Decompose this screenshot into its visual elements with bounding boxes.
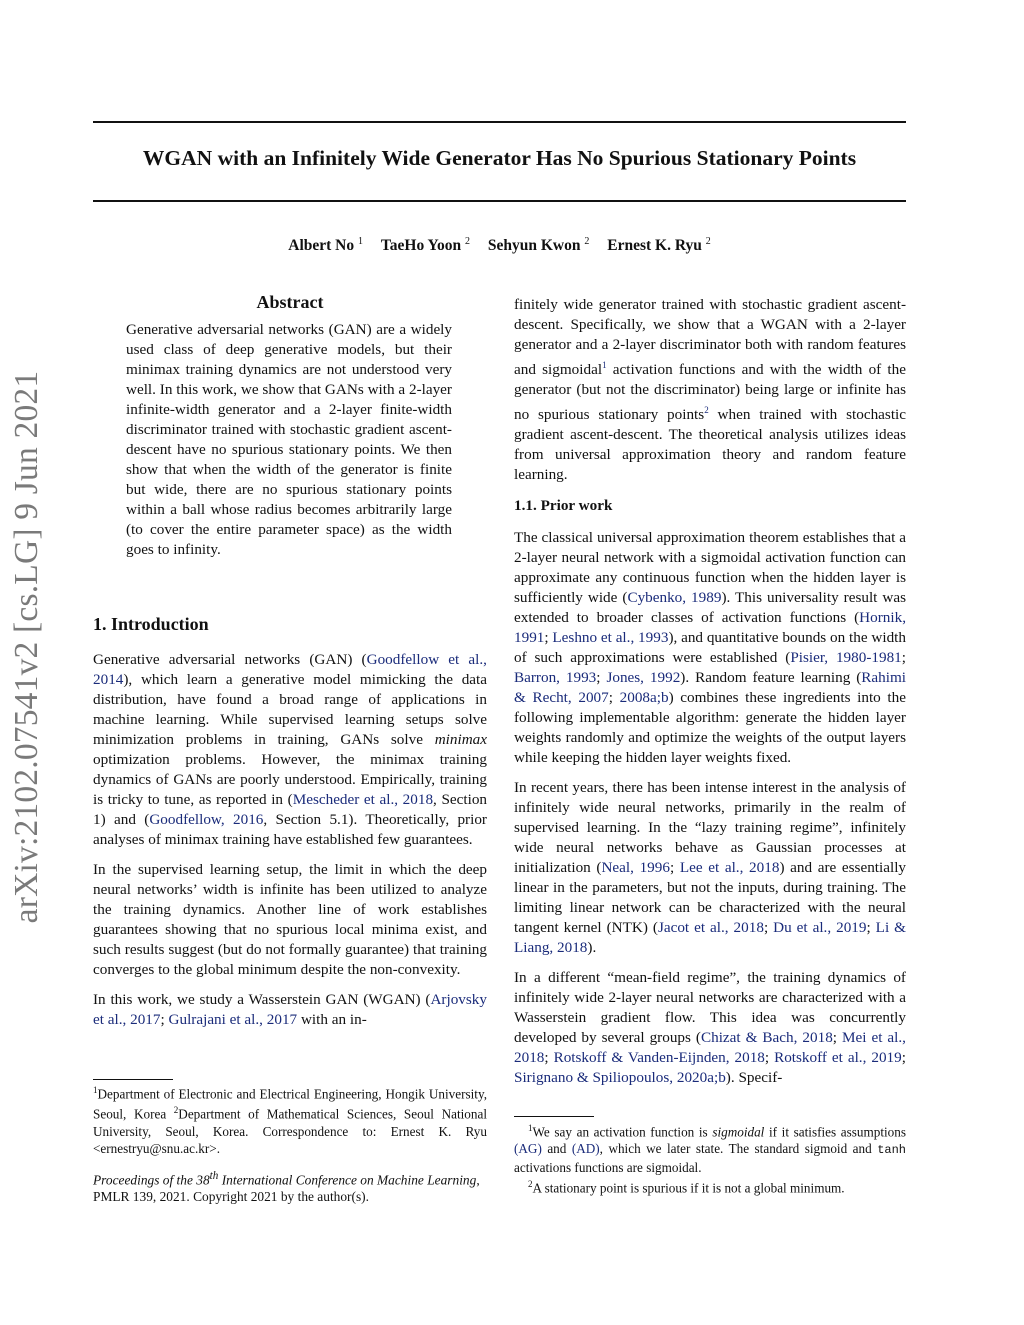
author-affiliation: 1 xyxy=(358,236,363,247)
footnotes xyxy=(514,1120,906,1197)
citation-link[interactable]: Du et al., 2019 xyxy=(773,919,867,936)
citation-link[interactable]: Arjovsky et al., 2017 xyxy=(93,991,487,1028)
abstract-text: Generative adversarial networks (GAN) are a widely used class of deep generative models, but their minimax training dynamics are not understood very well. In this work, we show that GANs with a 2-layer infinite-width generator and a 2-layer finite-width discriminator trained with stochastic gradient ascent-descent have no spurious stationary points. We then show that when the width of the generator is finite but wide, there are no spurious stationary points within a ball whose radius becomes arbitrarily large (to cover the entire parameter space) as the width goes to infinity. xyxy=(126,321,452,558)
subsection-heading-prior-work: 1.1. Prior work xyxy=(514,497,613,514)
citation-link[interactable]: Neal, 1996 xyxy=(601,859,670,876)
author-name: Ernest K. Ryu xyxy=(607,237,702,255)
citation-link[interactable]: Rotskoff & Vanden-Eijnden, 2018 xyxy=(553,1049,765,1066)
citation-link[interactable]: (AD) xyxy=(571,1141,600,1157)
proceedings-note: Proceedings of the 38th International Conference on Machine Learning, PMLR 139, 2021. Copyright 2021 by the author(s). xyxy=(93,1170,480,1205)
footnote-rule xyxy=(514,1116,594,1117)
intro-paragraph-2: In the supervised learning setup, the limit in which the deep neural networks’ width is infinite has been utilized to analyze the training dynamics. Another line of work establishes guarantees showing that no spurious local minima exist, and such results suggest (but do not formally guarantee) that training converges to the global minimum despite the non-convexity. xyxy=(93,861,487,978)
footnote-1: $^1$We say an activation function is sigmoidal if it satisfies assumptions (AG) and (AD), which we later state. The standard sigmoid and tanh activations functions are sigmoidal. xyxy=(514,1123,906,1176)
footnote-ref-2[interactable]: 2 xyxy=(704,405,709,416)
citation-link[interactable]: Mei et al., 2018 xyxy=(514,1029,906,1066)
citation-link[interactable]: Mescheder et al., 2018 xyxy=(292,791,434,808)
right-column-body xyxy=(514,528,906,1088)
right-column-body-top xyxy=(514,295,906,495)
abstract-heading: Abstract xyxy=(256,292,324,312)
prior-work-paragraph-2: In recent years, there has been intense interest in the analysis of infinitely wide neural networks, primarily in the realm of supervised learning. In the “lazy training regime”, infinitely wide neural networks behave as Gaussian processes at initialization (Neal, 1996; Lee et al., 2018) and are essentially linear in the parameters, but not the inputs, during training. The limiting linear network can be characterized with the neural tangent kernel (NTK) (Jacot et al., 2018; Du et al., 2019; Li & Liang, 2018). xyxy=(514,779,907,956)
prior-work-paragraph-1: The classical universal approximation theorem establishes that a 2-layer neural network with a sigmoidal activation function can approximate any continuous function when the hidden layer is sufficiently wide (Cybenko, 1989). This universality result was extended to broader classes of activation functions (Hornik, 1991; Leshno et al., 1993), and quantitative bounds on the width of such approximations were established (Pisier, 1980-1981; Barron, 1993; Jones, 1992). Random feature learning (Rahimi & Recht, 2007; 2008a;b) combines these ingredients into the following implementable algorithm: generate the hidden layer weights randomly and optimize the weights of the output layers while keeping the hidden layer weights fixed. xyxy=(514,529,907,766)
paper-title: WGAN with an Infinitely Wide Generator Has No Spurious Stationary Points xyxy=(142,146,857,170)
author xyxy=(488,237,589,254)
citation-link[interactable]: Lee et al., 2018 xyxy=(679,859,780,876)
citation-link[interactable]: Sirignano & Spiliopoulos, 2020a;b xyxy=(514,1069,726,1086)
citation-link[interactable]: Pisier, 1980-1981 xyxy=(790,649,902,666)
title-bottom-rule xyxy=(93,200,906,202)
citation-link[interactable]: 2008a;b xyxy=(619,689,669,706)
author-name: TaeHo Yoon xyxy=(380,237,462,255)
section-heading-introduction: 1. Introduction xyxy=(93,614,209,634)
citation-link[interactable]: Gulrajani et al., 2017 xyxy=(168,1011,298,1028)
citation-link[interactable]: Barron, 1993 xyxy=(514,669,597,686)
author xyxy=(381,237,470,254)
citation-link[interactable]: Rotskoff et al., 2019 xyxy=(774,1049,902,1066)
citation-link[interactable]: (AG) xyxy=(514,1141,542,1157)
author-affiliation: 2 xyxy=(584,236,590,247)
author xyxy=(288,237,363,254)
citation-link[interactable]: Hornik, 1991 xyxy=(514,609,906,646)
prior-work-paragraph-3: In a different “mean-field regime”, the training dynamics of infinitely wide 2-layer neural networks are characterized with a Wasserstein gradient flow. This idea was concurrently developed by several groups (Chizat & Bach, 2018; Mei et al., 2018; Rotskoff & Vanden-Eijnden, 2018; Rotskoff et al., 2019; Sirignano & Spiliopoulos, 2020a;b). Specif- xyxy=(514,969,906,1086)
citation-link[interactable]: Jones, 1992 xyxy=(606,669,681,686)
citation-link[interactable]: Goodfellow et al., 2014 xyxy=(93,651,487,688)
affiliations-footnote: $^1$Department of Electronic and Electrical Engineering, Hongik University, Seoul, Korea $^2$Department of Mathematical Sciences, Seoul National University, Seoul, Korea. Correspondence to: Ernest K. Ryu <ernestryu@snu.ac.kr>. xyxy=(93,1085,487,1156)
intro-paragraph-1: Generative adversarial networks (GAN) (Goodfellow et al., 2014), which learn a generative model mimicking the data distribution, have found a broad range of applications in machine learning. While supervised learning setups solve minimization problems in training, GANs solve minimax optimization problems. However, the minimax training dynamics of GANs are poorly understood. Empirically, training is tricky to tune, as reported in (Mescheder et al., 2018, Section 1) and (Goodfellow, 2016, Section 5.1). Theoretically, prior analyses of minimax training have established few guarantees. xyxy=(93,651,488,848)
footnote-2: $^2$A stationary point is spurious if it is not a global minimum. xyxy=(528,1179,845,1196)
author-affiliation: 2 xyxy=(705,236,711,247)
intro-paragraph-3-split-marker: with an in- xyxy=(297,1011,367,1028)
citation-link[interactable]: Chizat & Bach, 2018 xyxy=(700,1029,833,1046)
author-affiliation: 2 xyxy=(465,236,470,247)
author-list xyxy=(93,236,906,255)
author-name: Albert No xyxy=(288,237,355,255)
left-column-body xyxy=(93,650,487,1030)
citation-link[interactable]: Jacot et al., 2018 xyxy=(657,919,764,936)
intro-paragraph-3-continued: finitely wide generator trained with stochastic gradient ascent-descent. Specifically, we show that a WGAN with a 2-layer generator and a 2-layer discriminator both with random features and sigmoidal$^1$ activation functions and with the width of the generator (but not the discriminator) being large or infinite has no spurious stationary points$^2$ when trained with stochastic gradient ascent-descent. The theoretical analysis utilizes ideas from universal approximation theory and random feature learning. xyxy=(514,296,907,484)
footnote-ref-1[interactable]: 1 xyxy=(602,360,607,370)
citation-link[interactable]: Li & Liang, 2018 xyxy=(514,919,906,956)
citation-link[interactable]: Rahimi & Recht, 2007 xyxy=(514,669,907,706)
intro-paragraph-3: In this work, we study a Wasserstein GAN (WGAN) (Arjovsky et al., 2017; Gulrajani et al., 2017 with an in- xyxy=(93,991,487,1028)
author xyxy=(607,237,711,254)
title-top-rule xyxy=(93,121,906,123)
author-name: Sehyun Kwon xyxy=(487,237,581,255)
emphasis-minimax: minimax xyxy=(434,731,487,748)
footnote-rule xyxy=(93,1079,173,1080)
arxiv-stamp: arXiv:2102.07541v2 [cs.LG] 9 Jun 2021 xyxy=(8,370,45,924)
citation-link[interactable]: Leshno et al., 1993 xyxy=(552,629,669,646)
citation-link[interactable]: Goodfellow, 2016 xyxy=(149,811,264,828)
citation-link[interactable]: Cybenko, 1989 xyxy=(627,589,722,606)
